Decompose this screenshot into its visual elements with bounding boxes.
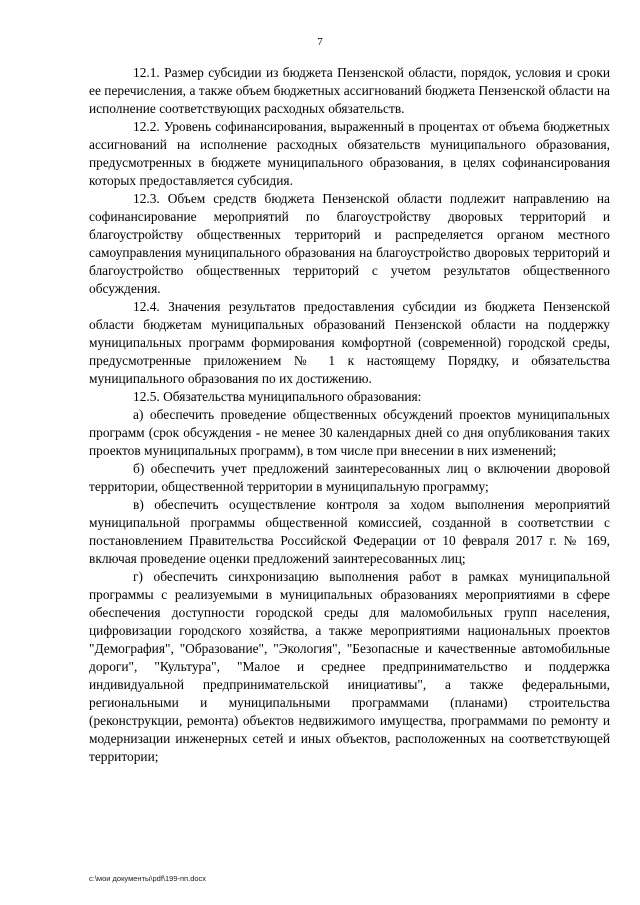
paragraph-item-v: в) обеспечить осуществление контроля за ходом выполнения мероприятий муниципальной программы общественной комиссией, созданной в соответствии с постановлением Правительства Российской Федерации от 10 февраля 2017 г. № 169, включая проведение оценки предложений заинтересованных лиц; [89,497,610,566]
paragraph-item-g: г) обеспечить синхронизацию выполнения работ в рамках муниципальной программы с реализуемыми в муниципальных образованиях мероприятиями в сфере обеспечения доступности городской среды для маломобильных групп населения, цифровизации городского хозяйства, а также мероприятиями национальных проектов "Демография", "Образование", "Экология", "Безопасные и качественные автомобильные дороги", "Культура", "Малое и среднее предпринимательство и поддержка индивидуальной предпринимательской инициативы", а также федеральными, региональными и муниципальными программами (планами) строительства (реконструкции, ремонта) объектов недвижимого имущества, программами по ремонту и модернизации инженерных сетей и иных объектов, расположенных на соответствующей территории; [89,569,610,764]
paragraph-item-a: а) обеспечить проведение общественных обсуждений проектов муниципальных программ (срок обсуждения - не менее 30 календарных дней со дня опубликования таких проектов муниципальных программ), в том числе при внесении в них изменений; [89,407,610,458]
paragraph-item-b: б) обеспечить учет предложений заинтересованных лиц о включении дворовой территории, общественной территории в муниципальную программу; [89,461,610,494]
paragraph-12-3: 12.3. Объем средств бюджета Пензенской области подлежит направлению на софинансирование мероприятий по благоустройству дворовых территорий и благоустройству общественных территорий и распределяется органом местного самоуправления муниципального образования на благоустройство дворовых территорий и благоустройство общественных территорий с учетом результатов общественного обсуждения. [89,191,610,296]
paragraph-12-5: 12.5. Обязательства муниципального образования: [133,389,422,404]
paragraph-12-4: 12.4. Значения результатов предоставления субсидии из бюджета Пензенской области бюджетам муниципальных образований Пензенской области на поддержку муниципальных программ формирования комфортной (современной) городской среды, предусмотренные приложением № 1 к настоящему Порядку, и обязательства муниципального образования по их достижению. [89,299,610,386]
footer-file-path: c:\мои документы\pdf\199-пп.docx [89,874,207,883]
paragraph-12-2: 12.2. Уровень софинансирования, выраженный в процентах от объема бюджетных ассигнований на исполнение расходных обязательств муниципального образования, предусмотренных в бюджете муниципального образования, в целях софинансирования которых предоставляется субсидия. [89,119,610,188]
document-body [89,64,610,766]
paragraph-12-1: 12.1. Размер субсидии из бюджета Пензенской области, порядок, условия и сроки ее перечисления, а также объем бюджетных ассигнований бюджета Пензенской области на исполнение соответствующих расходных обязательств. [89,65,610,116]
page-number: 7 [317,36,323,48]
